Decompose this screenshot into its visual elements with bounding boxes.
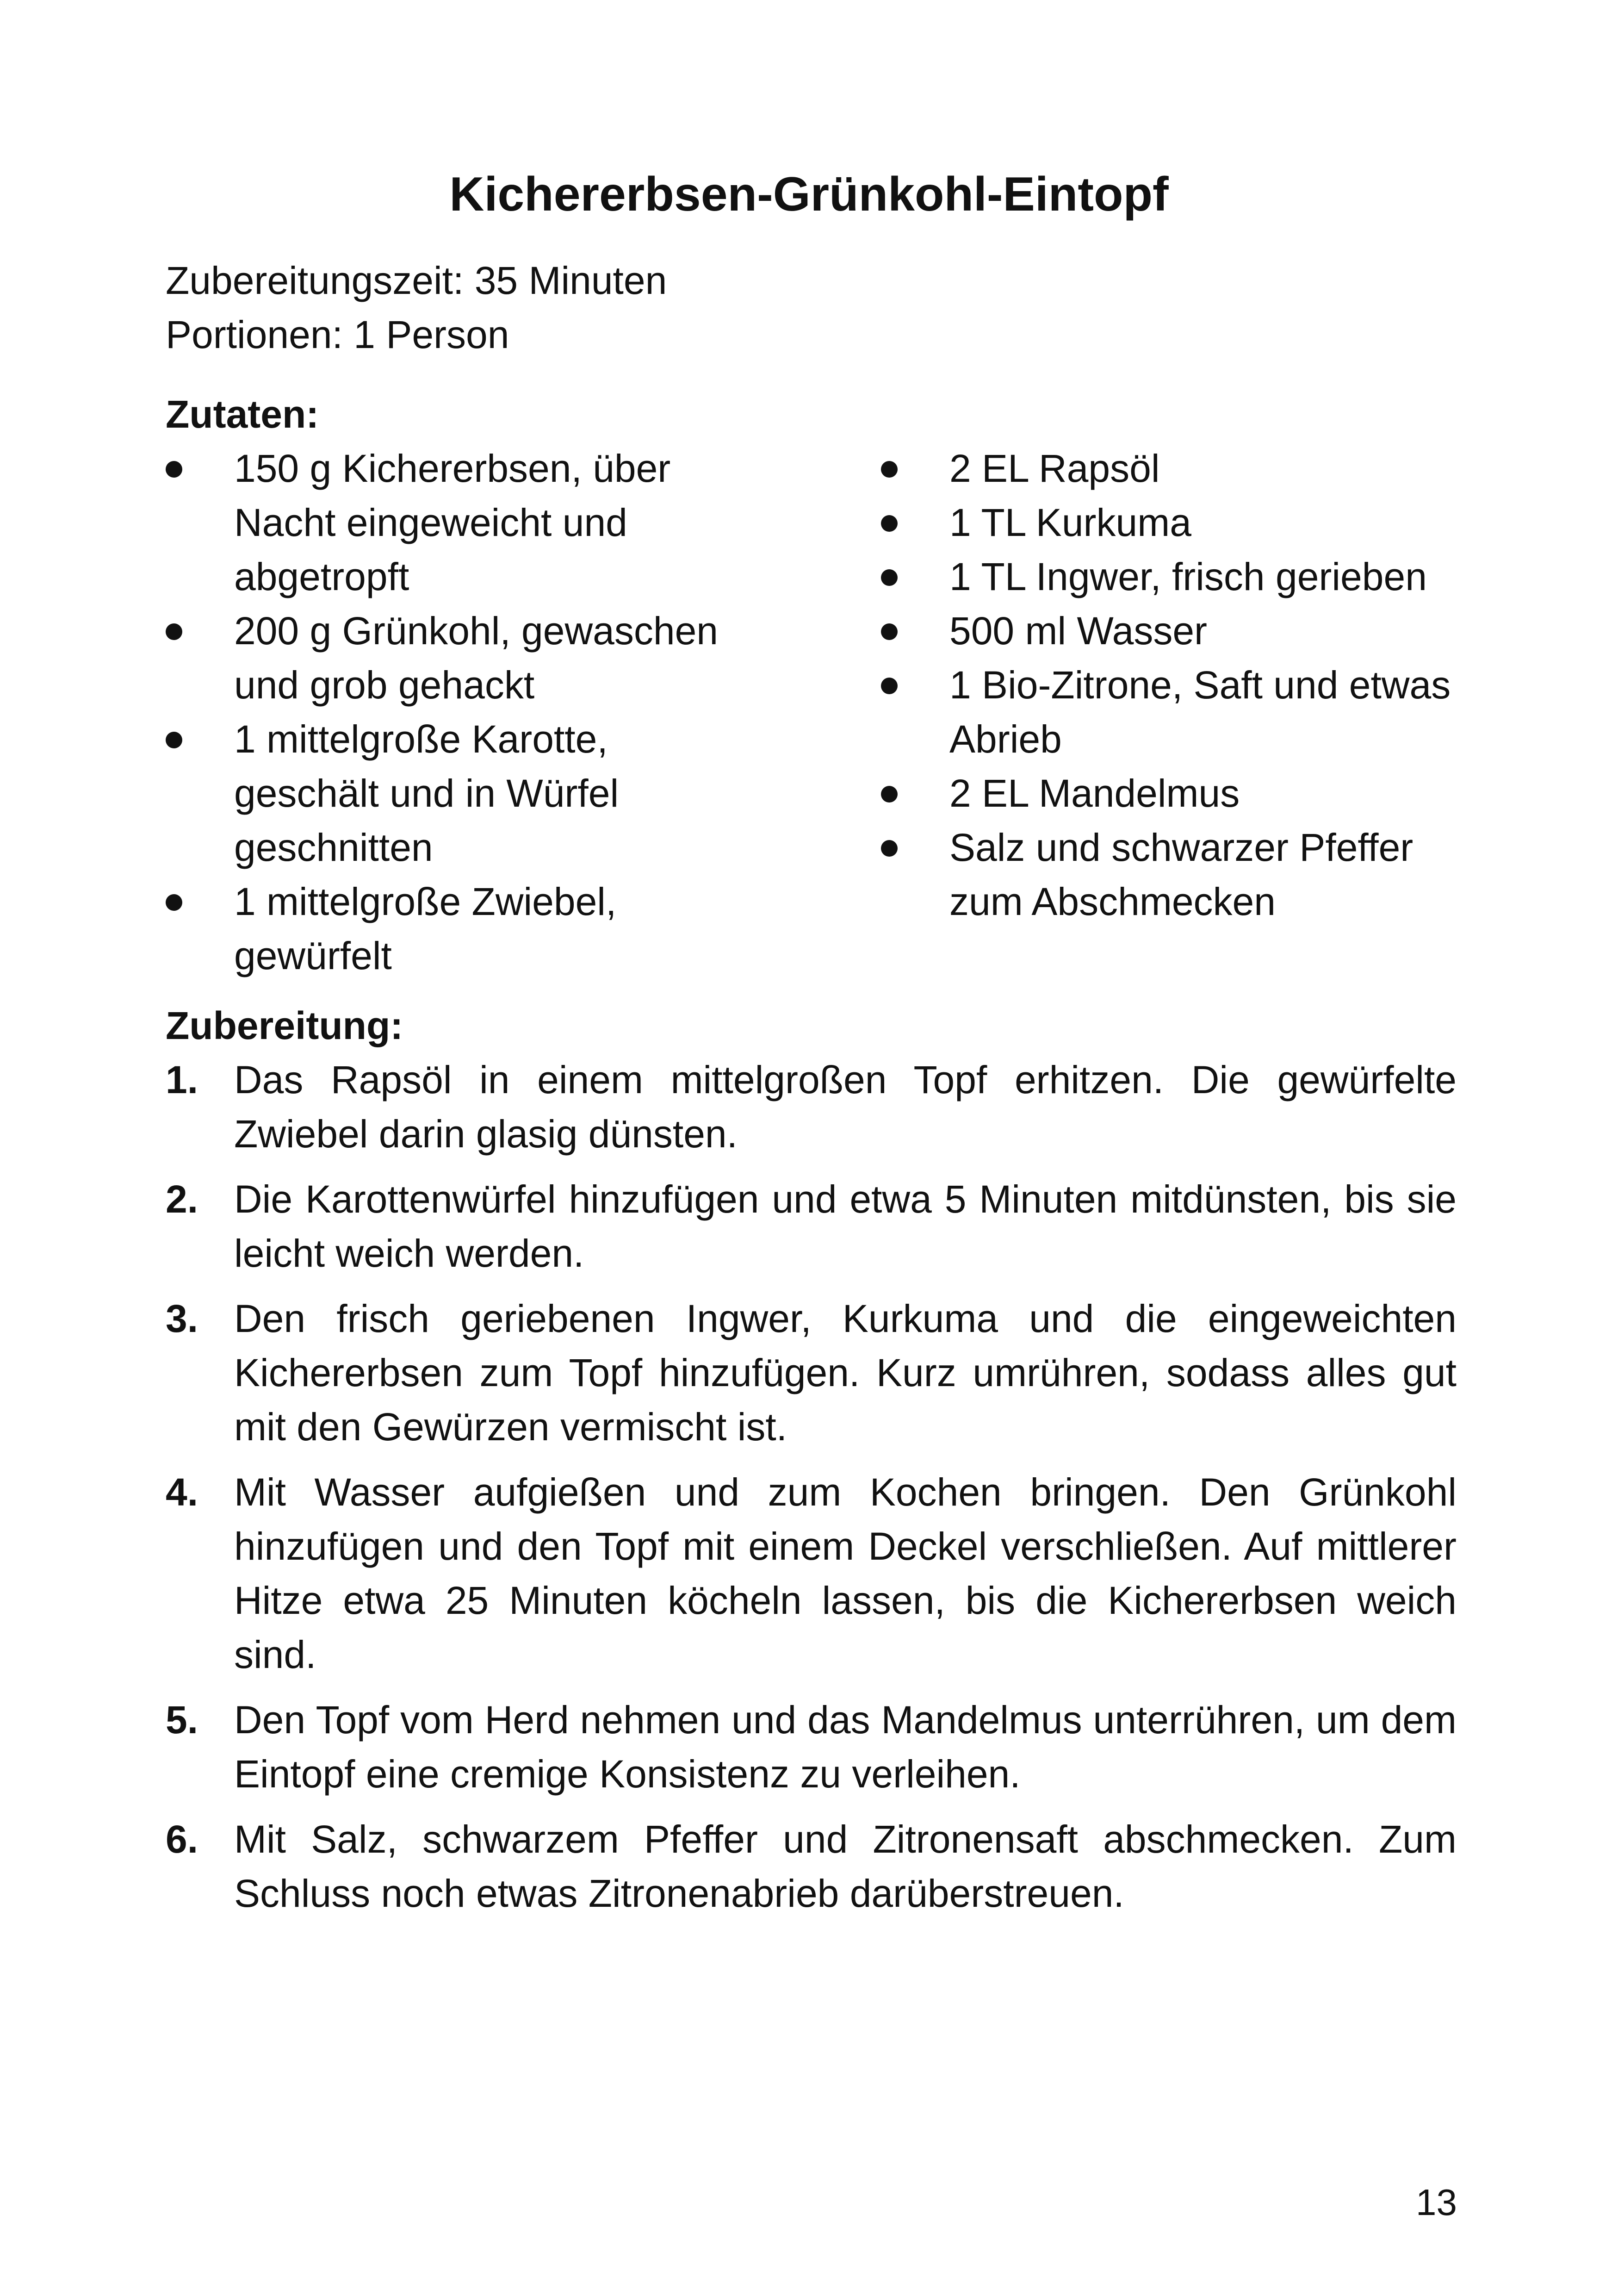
ingredient-text: 1 mittelgroße Zwiebel, gewürfelt (234, 880, 617, 977)
step-number: 2. (166, 1177, 198, 1221)
bullet-icon (166, 732, 182, 748)
ingredient-text: 2 EL Rapsöl (949, 447, 1160, 490)
ingredient-text: 1 TL Ingwer, frisch gerieben (949, 555, 1427, 598)
ingredient-item (881, 496, 1482, 550)
ingredient-item (881, 442, 1482, 496)
ingredient-item (881, 550, 1482, 604)
recipe-meta (166, 254, 667, 362)
bullet-icon (881, 840, 898, 857)
ingredient-item (881, 604, 1482, 658)
preparation-step (166, 1053, 1457, 1161)
step-number: 1. (166, 1058, 198, 1101)
ingredient-text: 1 Bio-Zitrone, Saft und etwas Abrieb (949, 663, 1451, 761)
ingredient-text: Salz und schwarzer Pfeffer zum Abschmecken (949, 826, 1413, 923)
ingredient-text: 1 mittelgroße Karotte, geschält und in Würfel geschnitten (234, 717, 619, 869)
ingredient-text: 500 ml Wasser (949, 609, 1208, 653)
preparation-step (166, 1693, 1457, 1801)
preparation-steps (166, 1053, 1457, 1932)
ingredient-text: 200 g Grünkohl, gewaschen und grob gehackt (234, 609, 719, 707)
servings: Portionen: 1 Person (166, 313, 509, 356)
bullet-icon (166, 623, 182, 640)
bullet-icon (166, 461, 182, 478)
step-number: 3. (166, 1297, 198, 1340)
bullet-icon (881, 569, 898, 586)
recipe-title: Kichererbsen-Grünkohl-Eintopf (449, 168, 1169, 221)
ingredient-item (881, 766, 1482, 821)
ingredient-text: 2 EL Mandelmus (949, 772, 1240, 815)
ingredients-list-left (166, 442, 749, 983)
bullet-icon (881, 678, 898, 694)
ingredient-item (166, 604, 749, 712)
step-text: Mit Wasser aufgießen und zum Kochen bringen. Den Grünkohl hinzufügen und den Topf mit einem Deckel verschließen. Auf mittlerer Hitze etwa 25 Minuten köcheln lassen, bis die Kichererbsen weich sind. (234, 1470, 1457, 1676)
step-number: 4. (166, 1470, 198, 1514)
ingredient-text: 1 TL Kurkuma (949, 501, 1191, 544)
preparation-step (166, 1812, 1457, 1921)
ingredient-item (881, 658, 1482, 766)
step-number: 6. (166, 1817, 198, 1861)
bullet-icon (881, 786, 898, 803)
ingredient-item (166, 712, 749, 875)
prep-time: Zubereitungszeit: 35 Minuten (166, 259, 667, 302)
ingredient-text: 150 g Kichererbsen, über Nacht eingeweicht und abgetropft (234, 447, 671, 598)
ingredients-heading: Zutaten: (166, 392, 319, 436)
step-number: 5. (166, 1698, 198, 1742)
ingredients-list-right (881, 442, 1482, 929)
bullet-icon (881, 623, 898, 640)
ingredient-item (881, 821, 1482, 929)
bullet-icon (881, 461, 898, 478)
step-text: Mit Salz, schwarzem Pfeffer und Zitronensaft abschmecken. Zum Schluss noch etwas Zitronenabrieb darüberstreuen. (234, 1817, 1457, 1915)
step-text: Die Karottenwürfel hinzufügen und etwa 5 Minuten mitdünsten, bis sie leicht weich werden. (234, 1177, 1457, 1275)
preparation-step (166, 1465, 1457, 1682)
ingredient-item (166, 442, 749, 604)
preparation-step (166, 1172, 1457, 1281)
step-text: Den frisch geriebenen Ingwer, Kurkuma und die eingeweichten Kichererbsen zum Topf hinzufügen. Kurz umrühren, sodass alles gut mit den Gewürzen vermischt ist. (234, 1297, 1457, 1449)
bullet-icon (881, 515, 898, 532)
step-text: Den Topf vom Herd nehmen und das Mandelmus unterrühren, um dem Eintopf eine cremige Konsistenz zu verleihen. (234, 1698, 1457, 1796)
step-text: Das Rapsöl in einem mittelgroßen Topf erhitzen. Die gewürfelte Zwiebel darin glasig dünsten. (234, 1058, 1457, 1156)
preparation-heading: Zubereitung: (166, 1004, 403, 1047)
bullet-icon (166, 894, 182, 911)
preparation-step (166, 1292, 1457, 1454)
page-number: 13 (1416, 2182, 1457, 2223)
ingredient-item (166, 875, 749, 983)
